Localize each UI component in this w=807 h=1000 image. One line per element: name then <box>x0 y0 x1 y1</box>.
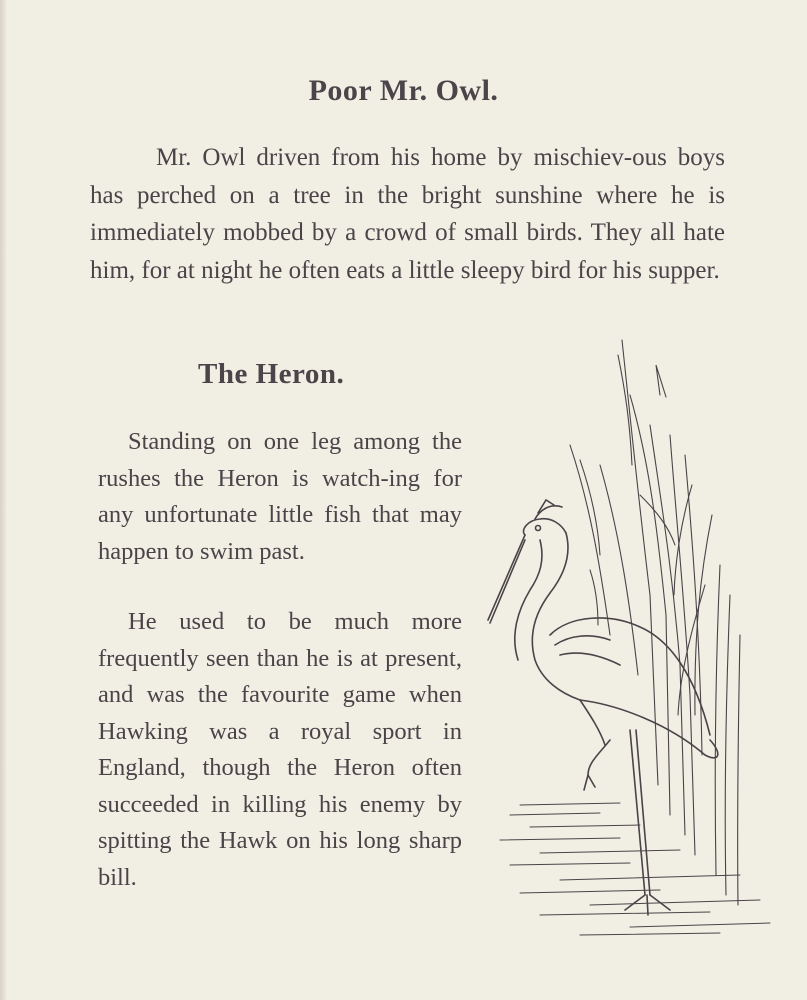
section-title-owl: Poor Mr. Owl. <box>308 74 499 107</box>
heron-paragraph-2-text: He used to be much more frequently seen than he is at present, and was the favourite game when Hawking was a royal sport in England, though the Heron often succeeded in killing his enemy by spitting the Hawk on his long sharp bill. <box>98 608 462 891</box>
section-paragraph-heron-2 <box>98 604 462 896</box>
owl-paragraph-text: Mr. Owl driven from his home by mischiev-ous boys has perched on a tree in the bright sunshine where he is immediately mobbed by a crowd of small birds. They all hate him, for at night he often eats a little sleepy bird for his supper. <box>90 144 725 284</box>
heron-paragraph-1-text: Standing on one leg among the rushes the Heron is watch-ing for any unfortunate little fish that may happen to swim past. <box>98 428 462 565</box>
section-title-heron: The Heron. <box>198 358 345 390</box>
section-paragraph-owl <box>90 139 725 289</box>
section-paragraph-heron-1 <box>98 424 462 570</box>
heron-among-rushes-icon <box>480 335 780 945</box>
page-binding-edge <box>0 0 6 1000</box>
